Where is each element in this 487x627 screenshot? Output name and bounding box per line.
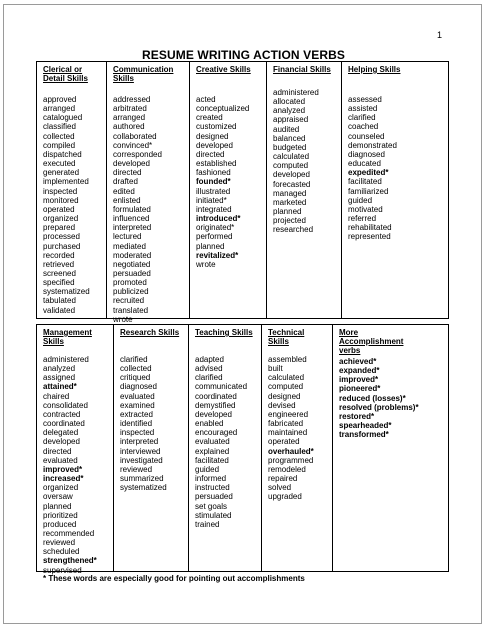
verb-item: calculated xyxy=(273,152,310,162)
verb-item: mediated xyxy=(113,241,146,251)
verb-item: managed xyxy=(273,188,307,198)
verb-item: processed xyxy=(43,232,80,242)
verb-item: coordinated xyxy=(195,391,237,401)
header-line: Accomplishment xyxy=(339,337,404,346)
header-line: Skills xyxy=(43,337,64,346)
verb-item: enlisted xyxy=(113,195,141,205)
verb-item: organized xyxy=(43,483,79,493)
header-line: Communication xyxy=(113,65,174,74)
header-line: verbs xyxy=(339,346,361,355)
verb-item: devised xyxy=(268,400,296,410)
verb-item: drafted xyxy=(113,177,138,187)
verb-item: directed xyxy=(113,168,142,178)
verb-item: integrated xyxy=(196,204,232,214)
verb-list xyxy=(273,88,341,235)
verb-item: specified xyxy=(43,278,75,288)
verb-item: attained* xyxy=(43,382,77,392)
verb-item: wrote xyxy=(113,314,133,324)
verb-item: investigated xyxy=(120,455,163,465)
verb-item: executed xyxy=(43,159,76,169)
verb-item: inspected xyxy=(43,186,78,196)
column-financial xyxy=(266,62,341,318)
skills-table-bottom xyxy=(36,324,449,575)
verb-item: prioritized xyxy=(43,510,78,520)
verb-item: supervised xyxy=(43,565,82,575)
column-header xyxy=(268,328,332,346)
verb-item: analyzed xyxy=(273,106,306,116)
column-header xyxy=(348,65,448,83)
verb-item: purchased xyxy=(43,241,81,251)
verb-item: critiqued xyxy=(120,373,151,383)
verb-item: expedited* xyxy=(348,168,389,178)
verb-item: moderated xyxy=(113,250,152,260)
verb-list xyxy=(113,95,189,324)
verb-item: programmed xyxy=(268,455,314,465)
verb-item: organized xyxy=(43,214,79,224)
verb-item: stimulated xyxy=(195,510,232,520)
verb-item: operated xyxy=(268,437,300,447)
verb-item: calculated xyxy=(268,373,305,383)
verb-item: created xyxy=(196,113,223,123)
header-line: Technical xyxy=(268,328,305,337)
verb-item: retrieved xyxy=(43,259,75,269)
verb-item: dispatched xyxy=(43,149,82,159)
verb-item: familiarized xyxy=(348,186,389,196)
verb-item: generated xyxy=(43,168,80,178)
verb-item: solved xyxy=(268,483,292,493)
verb-item: communicated xyxy=(195,382,248,392)
column-header xyxy=(196,65,266,83)
verb-item: arranged xyxy=(113,113,146,123)
verb-item: fashioned xyxy=(196,168,231,178)
verb-item: informed xyxy=(195,474,227,484)
verb-item: lectured xyxy=(113,232,142,242)
verb-item: consolidated xyxy=(43,400,88,410)
verb-item: maintained xyxy=(268,428,308,438)
verb-item: originated* xyxy=(196,223,235,233)
verb-item: chaired xyxy=(43,391,70,401)
verb-item: set goals xyxy=(195,501,228,511)
verb-item: spearheaded* xyxy=(339,421,392,431)
verb-item: conceptualized xyxy=(196,104,250,114)
header-line: Clerical or xyxy=(43,65,83,74)
verb-item: customized xyxy=(196,122,237,132)
verb-item: evaluated xyxy=(120,391,155,401)
verb-item: recommended xyxy=(43,528,95,538)
column-creative xyxy=(189,62,266,318)
verb-item: summarized xyxy=(120,474,164,484)
verb-item: interpreted xyxy=(120,437,159,447)
verb-item: corresponded xyxy=(113,149,162,159)
verb-item: designed xyxy=(268,391,301,401)
verb-item: collected xyxy=(43,131,75,141)
verb-item: computed xyxy=(273,161,309,171)
column-teaching xyxy=(188,325,261,571)
verb-item: wrote xyxy=(196,259,216,269)
page-title: RESUME WRITING ACTION VERBS xyxy=(142,48,345,62)
verb-list xyxy=(43,95,106,315)
header-line: Research Skills xyxy=(120,328,180,337)
verb-item: projected xyxy=(273,216,306,226)
verb-item: rehabilitated xyxy=(348,223,392,233)
verb-item: planned xyxy=(196,241,225,251)
verb-item: authored xyxy=(113,122,145,132)
verb-item: administered xyxy=(43,355,89,364)
verb-list xyxy=(268,355,332,502)
verb-item: established xyxy=(196,159,237,169)
verb-item: computed xyxy=(268,382,304,392)
verb-item: marketed xyxy=(273,197,307,207)
verb-item: operated xyxy=(43,204,75,214)
verb-item: arranged xyxy=(43,104,76,114)
verb-item: encouraged xyxy=(195,428,238,438)
verb-item: upgraded xyxy=(268,492,302,502)
verb-item: guided xyxy=(348,195,373,205)
verb-item: produced xyxy=(43,519,77,529)
verb-item: planned xyxy=(43,501,72,511)
verb-item: reduced (losses)* xyxy=(339,393,406,403)
verb-item: budgeted xyxy=(273,142,307,152)
verb-item: instructed xyxy=(195,483,230,493)
verb-item: audited xyxy=(273,124,300,134)
verb-item: promoted xyxy=(113,278,147,288)
footnote: * These words are especially good for pointing out accomplishments xyxy=(43,574,305,583)
verb-list xyxy=(196,95,266,269)
verb-item: addressed xyxy=(113,95,151,104)
verb-item: designed xyxy=(196,131,229,141)
column-management xyxy=(37,325,113,575)
verb-item: planned xyxy=(273,207,302,217)
verb-item: directed xyxy=(196,149,225,159)
page-number: 1 xyxy=(437,30,443,40)
verb-item: scheduled xyxy=(43,547,80,557)
verb-item: reviewed xyxy=(43,538,76,548)
verb-item: improved* xyxy=(339,375,379,385)
verb-item: administered xyxy=(273,88,319,97)
verb-item: systematized xyxy=(120,483,167,493)
header-line: Management xyxy=(43,328,92,337)
verb-item: edited xyxy=(113,186,135,196)
verb-item: inspected xyxy=(120,428,155,438)
skills-table-top xyxy=(36,61,449,324)
verb-item: fabricated xyxy=(268,419,304,429)
verb-item: coordinated xyxy=(43,419,85,429)
verb-item: diagnosed xyxy=(348,149,385,159)
verb-item: systematized xyxy=(43,287,90,297)
verb-item: implemented xyxy=(43,177,89,187)
verb-item: examined xyxy=(120,400,155,410)
verb-item: assembled xyxy=(268,355,307,364)
column-helping xyxy=(341,62,448,318)
verb-item: interpreted xyxy=(113,223,152,233)
verb-item: influenced xyxy=(113,214,150,224)
verb-item: compiled xyxy=(43,140,76,150)
header-line: Teaching Skills xyxy=(195,328,253,337)
verb-item: validated xyxy=(43,305,76,315)
verb-item: achieved* xyxy=(339,357,377,366)
verb-item: adapted xyxy=(195,355,224,364)
verb-item: developed xyxy=(273,170,310,180)
verb-item: built xyxy=(268,364,283,374)
verb-item: introduced* xyxy=(196,214,241,224)
header-line: Helping Skills xyxy=(348,65,401,74)
column-accomplishment xyxy=(332,325,448,571)
verb-item: transformed* xyxy=(339,430,389,440)
verb-item: forecasted xyxy=(273,179,311,189)
column-research xyxy=(113,325,188,571)
verb-item: assigned xyxy=(43,373,76,383)
verb-item: delegated xyxy=(43,428,79,438)
verb-list xyxy=(195,355,261,529)
verb-item: allocated xyxy=(273,97,306,107)
verb-item: demonstrated xyxy=(348,140,397,150)
verb-list xyxy=(339,357,448,439)
verb-item: overhauled* xyxy=(268,446,314,456)
verb-item: tabulated xyxy=(43,296,76,306)
verb-item: enabled xyxy=(195,419,224,429)
header-line: Detail Skills xyxy=(43,74,88,83)
verb-item: evaluated xyxy=(195,437,230,447)
verb-item: publicized xyxy=(113,287,149,297)
column-clerical xyxy=(37,62,106,318)
verb-item: acted xyxy=(196,95,216,104)
verb-item: screened xyxy=(43,268,76,278)
verb-item: convinced* xyxy=(113,140,153,150)
verb-item: balanced xyxy=(273,133,306,143)
verb-item: recorded xyxy=(43,250,75,260)
column-technical xyxy=(261,325,332,571)
verb-item: persuaded xyxy=(113,268,151,278)
column-header xyxy=(43,328,113,346)
verb-item: counseled xyxy=(348,131,385,141)
verb-item: increased* xyxy=(43,474,84,484)
verb-item: collaborated xyxy=(113,131,157,141)
verb-item: clarified xyxy=(348,113,376,123)
column-header xyxy=(195,328,261,346)
verb-item: formulated xyxy=(113,204,151,214)
verb-item: revitalized* xyxy=(196,250,239,260)
verb-item: diagnosed xyxy=(120,382,157,392)
verb-item: facilitated xyxy=(348,177,382,187)
verb-item: motivated xyxy=(348,204,383,214)
verb-item: explained xyxy=(195,446,230,456)
verb-item: coached xyxy=(348,122,379,132)
verb-list xyxy=(120,355,188,492)
verb-item: represented xyxy=(348,232,391,242)
verb-item: contracted xyxy=(43,409,81,419)
verb-item: repaired xyxy=(268,474,298,484)
verb-item: developed xyxy=(196,140,233,150)
verb-item: illustrated xyxy=(196,186,231,196)
column-header xyxy=(43,65,106,83)
verb-item: expanded* xyxy=(339,366,380,376)
column-header xyxy=(113,65,189,83)
verb-item: arbitrated xyxy=(113,104,147,114)
verb-item: interviewed xyxy=(120,446,161,456)
verb-item: approved xyxy=(43,95,77,104)
verb-item: improved* xyxy=(43,464,83,474)
verb-item: referred xyxy=(348,214,377,224)
verb-item: analyzed xyxy=(43,364,76,374)
verb-item: engineered xyxy=(268,409,309,419)
column-header xyxy=(339,328,448,355)
verb-item: resolved (problems)* xyxy=(339,402,419,412)
verb-item: collected xyxy=(120,364,152,374)
verb-item: clarified xyxy=(120,355,148,364)
verb-item: demystified xyxy=(195,400,236,410)
verb-list xyxy=(43,355,113,575)
verb-item: evaluated xyxy=(43,455,78,465)
verb-item: developed xyxy=(195,409,232,419)
verb-item: recruited xyxy=(113,296,145,306)
verb-item: initiated* xyxy=(196,195,227,205)
verb-item: trained xyxy=(195,519,220,529)
verb-item: facilitated xyxy=(195,455,229,465)
column-header xyxy=(273,65,341,83)
verb-item: reviewed xyxy=(120,464,153,474)
column-header xyxy=(120,328,188,346)
verb-item: translated xyxy=(113,305,149,315)
verb-item: guided xyxy=(195,464,220,474)
header-line: Skills xyxy=(113,74,134,83)
column-communication xyxy=(106,62,189,324)
verb-item: developed xyxy=(113,159,150,169)
verb-item: classified xyxy=(43,122,76,132)
header-line: More xyxy=(339,328,359,337)
verb-item: oversaw xyxy=(43,492,73,502)
verb-item: catalogued xyxy=(43,113,83,123)
verb-item: educated xyxy=(348,159,381,169)
verb-item: appraised xyxy=(273,115,309,125)
verb-item: remodeled xyxy=(268,464,306,474)
verb-item: developed xyxy=(43,437,80,447)
verb-item: pioneered* xyxy=(339,384,381,394)
verb-item: clarified xyxy=(195,373,223,383)
verb-item: assessed xyxy=(348,95,382,104)
verb-item: restored* xyxy=(339,411,375,421)
verb-item: prepared xyxy=(43,223,76,233)
verb-item: monitored xyxy=(43,195,79,205)
header-line: Creative Skills xyxy=(196,65,251,74)
header-line: Financial Skills xyxy=(273,65,331,74)
verb-item: founded* xyxy=(196,177,231,187)
verb-item: persuaded xyxy=(195,492,233,502)
verb-item: identified xyxy=(120,419,153,429)
verb-item: advised xyxy=(195,364,223,374)
verb-item: negotiated xyxy=(113,259,151,269)
verb-list xyxy=(348,95,448,242)
verb-item: directed xyxy=(43,446,72,456)
header-line: Skills xyxy=(268,337,289,346)
verb-item: researched xyxy=(273,225,314,235)
verb-item: assisted xyxy=(348,104,378,114)
verb-item: performed xyxy=(196,232,233,242)
verb-item: extracted xyxy=(120,409,153,419)
verb-item: strengthened* xyxy=(43,556,97,566)
